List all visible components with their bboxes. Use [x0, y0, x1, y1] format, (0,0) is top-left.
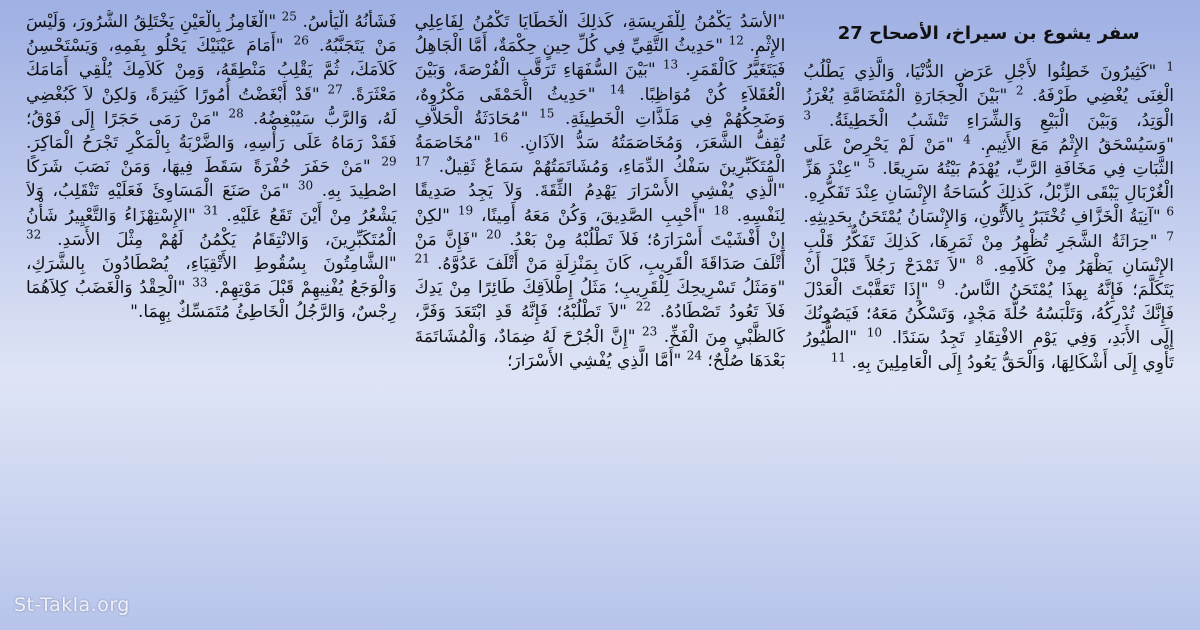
- verse-number: 17: [414, 154, 430, 169]
- verse-number: 12: [728, 33, 744, 48]
- verse-number: 9: [937, 277, 945, 292]
- verse-number: 29: [381, 154, 397, 169]
- verse-number: 18: [713, 202, 729, 217]
- verse-text: "إِنَّ الْجُرْحَ لَهُ ضِمَادٌ، وَالْمُشَاتَمَةَ بَعْدَهَا صُلْحٌ؛: [414, 326, 786, 371]
- verse-text: فَشَأْنُهُ الْيَأْسُ.: [302, 12, 397, 32]
- verse-number: 7: [1166, 228, 1174, 243]
- verse-number: 27: [327, 81, 343, 96]
- verse-number: 13: [662, 57, 679, 72]
- verse-number: 1: [1166, 59, 1174, 74]
- verse-text: "حَدِيثُ الْحَمْقَى مَكْرُوهٌ، وَضَحِكُهُمْ فِي مَلَذَّاتِ الْخَطِيئَةِ.: [414, 84, 786, 129]
- verse-text: "كَثِيرُونَ خَطِئُوا لأَجْلِ عَرَضِ الدُّنْيَا، وَالَّذِي يَطْلُبُ الْغِنَى يُغْضِي طَرْفَهُ.: [803, 62, 1174, 107]
- verse-text: "لاَ تَطْلُبْهُ؛ فَإِنَّهُ قَدِ ابْتَعَدَ وَفَرَّ، كَالظَّبْيِ مِنَ الْفَخِّ.: [414, 302, 786, 347]
- verse-number: 33: [192, 275, 208, 290]
- verse-number: 6: [1166, 204, 1174, 219]
- verse-number: 15: [539, 106, 555, 121]
- verse-text: "مَنْ رَمَى حَجَرًا إِلَى فَوْقُ؛ فَقَدْ رَمَاهُ عَلَى رَأْسِهِ، وَالضَّرْبَةُ بِالْمَكْرِ تَجْرَحُ الْمَاكِرَ.: [25, 108, 397, 154]
- verse-text: "مُحَادَثَةُ الْحَلاَّفِ تُقِفُّ الشَّعَرَ، وَمُخَاصَمَتُهُ سَدُّ الآذَانِ.: [414, 108, 786, 154]
- verse-text: "آنِيَةُ الْخَزَّافِ تُخْتَبَرُ بِالأَتُّونِ، وَالإِنْسَانُ يُمْتَحَنُ بِحَدِيثِهِ.: [803, 207, 1161, 228]
- verse-text: "بَيْنَ الْحِجَارَةِ الْمُتَضَامَّةِ يُغْرَزُ الْوَتِدُ، وَبَيْنَ الْبَيْعِ وَالشِّرَاءِ تَنْشَبُ الْخَطِيئَةُ.: [803, 86, 1174, 131]
- verse-number: 25: [281, 10, 297, 24]
- verse-list: [415, 10, 786, 373]
- verse-number: 3: [803, 107, 811, 122]
- verse-text: "الْحِقْدُ وَالْغَضَبُ كِلاَهُمَا رِجْسٌ، وَالرَّجُلُ الْخَاطِئُ مُتَمَسِّكٌ بِهِمَا.": [25, 278, 397, 323]
- text-column-right: [803, 10, 1174, 620]
- verse-number: 14: [609, 81, 626, 96]
- verse-text: "الطُّيُورُ تَأْوِي إِلَى أَشْكَالِهَا، وَالْحَقُّ يَعُودُ إِلَى الْعَامِلِينَ بِهِ.: [803, 328, 1174, 373]
- verse-text: "أَحْبِبِ الصَّدِيقَ، وَكُنْ مَعَهُ أَمِينًا،: [481, 205, 706, 226]
- verse-number: 21: [414, 251, 430, 266]
- verse-number: 23: [642, 323, 658, 338]
- text-column-left: [26, 10, 397, 620]
- verse-text: "وَمَثَلُ تَسْرِيحِكَ لِلْقَرِيبِ؛ مَثَلُ إِطْلاَقِكَ طَائِرًا مِنْ يَدِكَ فَلاَ تَعُودُ تَصْطَادُهُ.: [414, 278, 786, 323]
- verse-text: "الْغَامِزُ بِالْعَيْنِ يَخْتَلِقُ الشُّرُورَ، وَلَيْسَ مَنْ يَتَجَنَّبُهُ.: [25, 12, 397, 57]
- verse-text: "مَنْ صَنَعَ الْمَسَاوِئَ فَعَلَيْهِ تَنْقَلِبُ، وَلاَ يَشْعُرُ مِنْ أَيْنَ تَقَعُ عَلَيْهِ.: [25, 181, 397, 226]
- verse-text: "لاَ تَمْدَحْ رَجُلاً قَبْلَ أَنْ يَتَكَلَّمَ؛ فَإِنَّهُ بِهذَا يُمْتَحَنُ النَّاسُ.: [803, 255, 1174, 301]
- verse-list: [26, 10, 397, 325]
- verse-number: 5: [867, 156, 876, 171]
- verse-number: 22: [635, 299, 652, 314]
- verse-text: "مَنْ حَفَرَ حُفْرَةً سَقَطَ فِيهَا، وَمَنْ نَصَبَ شَرَكًا اصْطِيدَ بِهِ.: [25, 157, 397, 202]
- verse-number: 24: [686, 348, 703, 363]
- verse-text: "أَمَّا الَّذِي يُفْشِي الأَسْرَارَ؛: [507, 350, 682, 371]
- verse-text: "الشَّامِتُونَ بِسُقُوطِ الأَتْقِيَاءِ، يُصْطَادُونَ بِالشَّرَكِ، وَالْوَجَعُ يُفْنِيهِمْ قَبْلَ مَوْتِهِمْ.: [25, 254, 397, 299]
- verse-text: "بَيْنَ السُّفَهَاءِ تَرَقَّبِ الْفُرْصَةَ، وَبَيْنَ الْعُقَلاَءِ كُنْ مُوَاظِبًا.: [414, 60, 786, 105]
- verse-text: "مَنْ لَمْ يَحْرِصْ عَلَى الثَّبَاتِ فِي مَخَافَةِ الرَّبِّ، يُهْدَمُ بَيْتُهُ سَرِيعًا.: [803, 134, 1174, 180]
- verse-number: 4: [963, 132, 971, 147]
- verse-text: "الأَسَدُ يَكْمُنُ لِلْفَرِيسَةِ، كَذلِكَ الْخَطَايَا تَكْمُنُ لِفَاعِلِي الإِثْمِ.: [414, 12, 786, 57]
- verse-text: "وَسَيُسْحَقُ الإِثْمُ مَعَ الأَثِيمِ.: [980, 134, 1174, 155]
- verse-text: "حَدِيثُ التَّقِيِّ فِي كُلِّ حِينٍ حِكْمَةٌ، أَمَّا الْجَاهِلُ فَيَتَغَيَّرُ كَالْقَمَرِ.: [414, 36, 786, 81]
- verse-number: 11: [830, 349, 847, 364]
- verse-text: "فَإِنَّ مَنْ أَتْلَفَ صَدَاقَةَ الْقَرِيبِ، كَانَ بِمَنْزِلَةِ مَنْ أَتْلَفَ عَدُوَّهُ.: [414, 229, 786, 275]
- verse-list: [803, 60, 1174, 375]
- verse-text: "مُخَاصَمَةُ الْمُتَكَبِّرِينَ سَفْكُ الدِّمَاءِ، وَمُشَاتَمَتُهُمْ سَمَاعٌ ثَقِيلٌ.: [414, 133, 786, 178]
- verse-text: "لكِنْ إِنْ أَفْشَيْتَ أَسْرَارَهُ؛ فَلاَ تَطْلُبْهُ مِنْ بَعْدُ.: [414, 205, 786, 250]
- verse-text: "الإِسْتِهْزَاءُ وَالتَّعْيِيرُ شَأْنُ الْمُتَكَبِّرِينَ، وَالانْتِقَامُ يَكْمُنُ لَهُمْ مِثْلَ الأَسَدِ.: [25, 205, 397, 250]
- text-column-middle: [415, 10, 786, 620]
- verse-number: 8: [975, 253, 984, 268]
- verse-number: 26: [293, 33, 309, 48]
- verse-text: "أَمَامَ عَيْنَيْكَ يَحْلُو بِفَمِهِ، وَيَسْتَحْسِنُ كَلاَمَكَ، ثُمَّ يَقْلِبُ مَنْطِقَهُ، وَمِنْ كَلاَمِكَ يُلْقِي أَمَامَكَ مَعْثَرَةً.: [25, 36, 397, 105]
- verse-number: 20: [486, 227, 502, 242]
- verse-number: 19: [457, 202, 474, 217]
- verse-number: 2: [1015, 83, 1024, 98]
- verse-text: "حِرَاثَةُ الشَّجَرِ تُظْهِرُ مِنْ ثَمَرِهَا، كَذلِكَ تَفَكُّرُ قَلْبِ الإِنْسَانِ يَظْهَرُ مِنْ كَلاَمِهِ.: [803, 231, 1174, 276]
- site-watermark: St-Takla.org: [14, 594, 130, 616]
- verse-number: 10: [866, 325, 883, 340]
- verse-text: "إِذَا تَعَقَّبْتَ الْعَدْلَ فَإِنَّكَ تُدْرِكُهُ، وَتَلْبَسُهُ حُلَّةَ مَجْدٍ، وَتَسْكُنُ مَعَهُ؛ فَيَصُونُكَ إِلَى الأَبَدِ، وَفِي يَوْمِ الافْتِقَادِ تَجِدُ سَنَدًا.: [803, 280, 1174, 349]
- verse-text: "قَدْ أَبْغَضْتُ أُمُورًا كَثِيرَةً، وَلكِنْ لاَ كَبُغْضِي لَهُ، وَالرَّبُّ سَيُبْغِضُهُ.: [25, 84, 397, 129]
- verse-number: 16: [492, 130, 509, 145]
- verse-text: "الَّذِي يُفْشِي الأَسْرَارَ يَهْدِمُ الثِّقَةَ. وَلاَ يَجِدُ صَدِيقًا لِنَفْسِهِ.: [414, 181, 786, 226]
- verse-number: 32: [25, 227, 42, 242]
- document-title: سفر يشوع بن سيراخ، الأصحاح 27: [837, 23, 1140, 44]
- verse-number: 28: [228, 106, 244, 121]
- verse-text: "عِنْدَ هَزِّ الْغُرْبَالِ يَبْقَى الزِّبْلُ، كَذلِكَ كُسَاحَةُ الإِنْسَانِ عِنْدَ تَفَكُّرِهِ.: [803, 159, 1174, 204]
- verse-number: 31: [203, 202, 219, 217]
- verse-number: 30: [297, 178, 314, 193]
